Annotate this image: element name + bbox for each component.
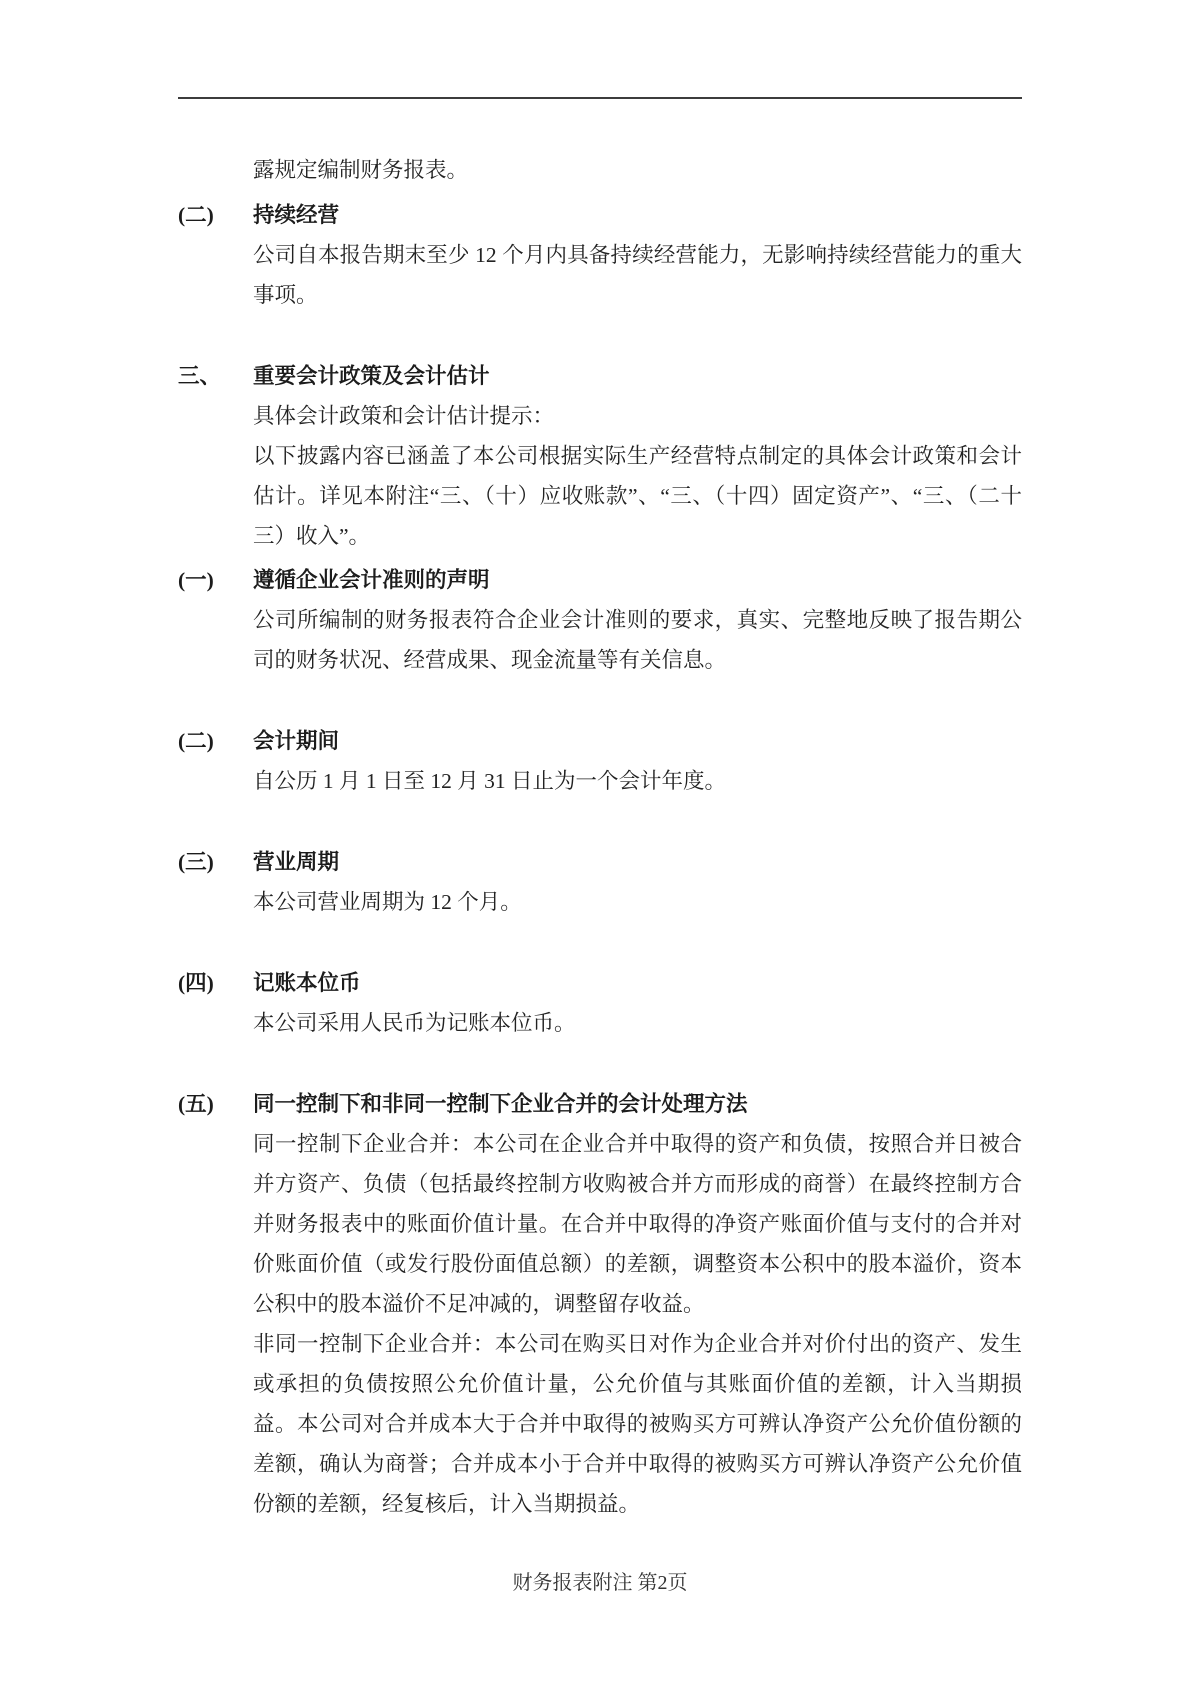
section-going-concern: [178, 195, 1022, 315]
continuation-paragraph: 露规定编制财务报表。: [253, 158, 469, 182]
section-number: (二): [178, 203, 214, 227]
section-paragraph: 同一控制下企业合并：本公司在企业合并中取得的资产和负债，按照合并日被合并方资产、负债（包括最终控制方收购被合并方而形成的商誉）在最终控制方合并财务报表中的账面价值计量。在合并中取得的净资产账面价值与支付的合并对价账面价值（或发行股份面值总额）的差额，调整资本公积中的股本溢价，资本公积中的股本溢价不足冲减的，调整留存收益。: [253, 1132, 1022, 1316]
section-heading: [178, 195, 1022, 235]
section-heading: [178, 560, 1022, 600]
section-title: 同一控制下和非同一控制下企业合并的会计处理方法: [253, 1092, 748, 1116]
section-paragraph: 公司所编制的财务报表符合企业会计准则的要求，真实、完整地反映了报告期公司的财务状况、经营成果、现金流量等有关信息。: [253, 608, 1022, 672]
section-business-combinations: [178, 1084, 1022, 1524]
section-paragraph: 本公司采用人民币为记账本位币。: [253, 1011, 576, 1035]
section-number: (三): [178, 850, 214, 874]
section-functional-currency: [178, 963, 1022, 1043]
page-footer: 财务报表附注 第2页: [512, 1572, 688, 1594]
section-heading: [178, 356, 1022, 396]
section-title: 会计期间: [253, 729, 340, 753]
section-heading: [178, 1084, 1022, 1124]
section-title: 重要会计政策及会计估计: [253, 364, 490, 388]
section-title: 营业周期: [253, 850, 340, 874]
section-compliance-statement: [178, 560, 1022, 680]
section-number: (一): [178, 568, 214, 592]
section-accounting-period: [178, 721, 1022, 801]
section-accounting-policies: [178, 356, 1022, 556]
section-paragraph: 具体会计政策和会计估计提示：: [253, 404, 555, 428]
section-paragraph: 公司自本报告期末至少 12 个月内具备持续经营能力，无影响持续经营能力的重大事项。: [253, 243, 1022, 307]
section-paragraph: 以下披露内容已涵盖了本公司根据实际生产经营特点制定的具体会计政策和会计估计。详见本附注“三、（十）应收账款”、“三、（十四）固定资产”、“三、（二十三）收入”。: [253, 444, 1022, 548]
section-number: (四): [178, 971, 214, 995]
header-rule: [178, 97, 1022, 99]
document-content: [178, 150, 1022, 1524]
section-paragraph: 本公司营业周期为 12 个月。: [253, 890, 522, 914]
section-heading: [178, 842, 1022, 882]
section-number: (二): [178, 729, 214, 753]
section-paragraph: 非同一控制下企业合并：本公司在购买日对作为企业合并对价付出的资产、发生或承担的负债按照公允价值计量，公允价值与其账面价值的差额，计入当期损益。本公司对合并成本大于合并中取得的被购买方可辨认净资产公允价值份额的差额，确认为商誉；合并成本小于合并中取得的被购买方可辨认净资产公允价值份额的差额，经复核后，计入当期损益。: [253, 1332, 1022, 1516]
section-number: 三、: [178, 364, 222, 388]
section-title: 记账本位币: [253, 971, 361, 995]
section-operating-cycle: [178, 842, 1022, 922]
section-paragraph: 自公历 1 月 1 日至 12 月 31 日止为一个会计年度。: [253, 769, 727, 793]
section-heading: [178, 721, 1022, 761]
section-title: 持续经营: [253, 203, 340, 227]
section-number: (五): [178, 1092, 214, 1116]
section-heading: [178, 963, 1022, 1003]
section-title: 遵循企业会计准则的声明: [253, 568, 490, 592]
